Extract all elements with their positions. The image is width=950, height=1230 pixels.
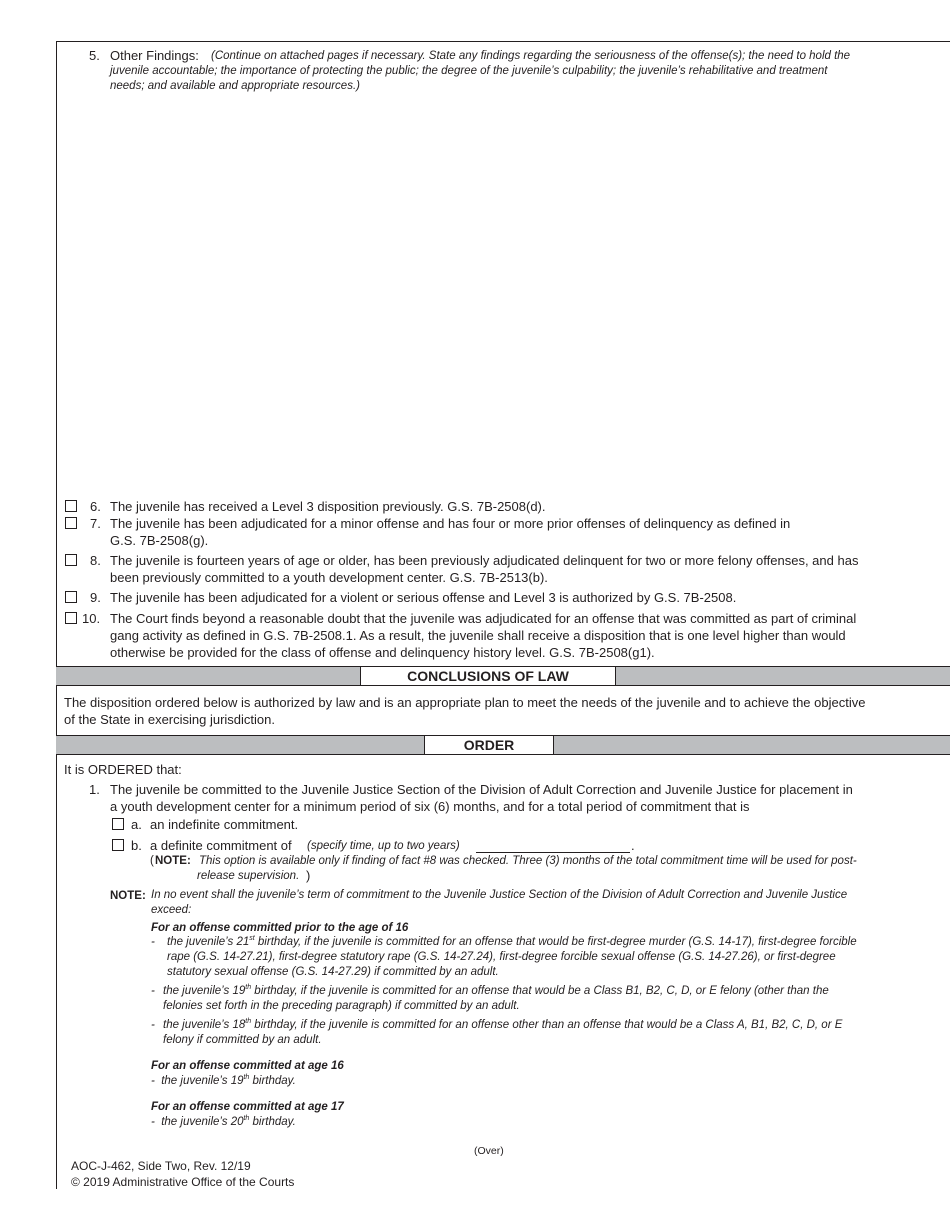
option-b-text: a definite commitment of (150, 838, 292, 853)
copyright: © 2019 Administrative Office of the Courts (71, 1175, 295, 1189)
bullet-1-text: the juvenile’s 21st birthday, if the juvenile is committed for an offense that would be first-degree murder (G.S. 14-17), first-degree forcible (167, 935, 857, 948)
finding-6-text: The juvenile has received a Level 3 disposition previously. G.S. 7B-2508(d). (110, 499, 546, 514)
indefinite-commitment-checkbox[interactable] (112, 818, 124, 830)
finding-10-checkbox[interactable] (65, 612, 77, 624)
finding-7-text: The juvenile has been adjudicated for a minor offense and has four or more prior offenses of delinquency as defined in (110, 516, 791, 531)
bullet-dash: - (151, 936, 155, 948)
form-left-border (56, 41, 57, 1189)
option-b-note-text: This option is available only if finding of fact #8 was checked. Three (3) months of the total commitment time will be used for post- (199, 855, 857, 867)
bullet-1-text: rape (G.S. 14-27.21), first-degree statutory rape (G.S. 14-27.24), first-degree forcible sexual offense (G.S. 14-27.26), or first-degree (167, 951, 836, 963)
bullet-1-text: statutory sexual offense (G.S. 14-27.29) if committed by an adult. (167, 966, 499, 978)
commitment-time-input[interactable] (476, 838, 630, 853)
bullet-2-text: felonies set forth in the preceding paragraph) if committed by an adult. (163, 1000, 520, 1012)
conclusions-text: The disposition ordered below is authorized by law and is an appropriate plan to meet the needs of the juvenile and to achieve the objective (64, 695, 866, 710)
bullet-3-text: felony if committed by an adult. (163, 1034, 322, 1046)
finding-8-text: The juvenile is fourteen years of age or older, has been previously adjudicated delinquent for two or more felony offenses, and has (110, 553, 859, 568)
conclusions-section-bar (56, 666, 950, 686)
finding-8-checkbox[interactable] (65, 554, 77, 566)
option-b-period: . (631, 838, 635, 853)
finding-6-number: 6. (90, 499, 101, 514)
prior-16-heading: For an offense committed prior to the age of 16 (151, 922, 409, 934)
age-16-heading: For an offense committed at age 16 (151, 1060, 344, 1072)
finding-7-number: 7. (90, 516, 101, 531)
age-16-bullet: - the juvenile’s 19th birthday. (151, 1074, 296, 1087)
finding-10-number: 10. (82, 611, 101, 626)
definite-commitment-checkbox[interactable] (112, 839, 124, 851)
option-b-specify: (specify time, up to two years) (307, 840, 460, 852)
finding-10-text: otherwise be provided for the class of offense and delinquency history level. G.S. 7B-2508(g1). (110, 645, 655, 660)
order-section-bar (56, 735, 950, 755)
option-a-letter: a. (131, 817, 142, 832)
note-label: NOTE: (110, 890, 146, 902)
finding-5-note: needs; and available and appropriate resources.) (110, 80, 360, 92)
form-id: AOC-J-462, Side Two, Rev. 12/19 (71, 1159, 251, 1173)
bullet-3-text: the juvenile’s 18th birthday, if the juvenile is committed for an offense other than an offense that would be a Class A, B1, B2, C, D, or E (163, 1018, 843, 1031)
note-text: exceed: (151, 904, 192, 916)
option-b-note-close: ) (306, 868, 311, 883)
age-17-heading: For an offense committed at age 17 (151, 1101, 344, 1113)
note-text: In no event shall the juvenile’s term of commitment to the Juvenile Justice Section of the Division of Adult Correction and Juvenile Justice (151, 889, 848, 901)
other-findings-text-area[interactable] (110, 98, 920, 493)
option-b-note-open: ( (150, 855, 154, 867)
order-item-1-number: 1. (89, 782, 100, 797)
option-b-note-text: release supervision. (197, 870, 300, 882)
order-title: ORDER (424, 735, 554, 755)
order-item-1-text: The juvenile be committed to the Juvenile Justice Section of the Division of Adult Correction and Juvenile Justice for placement in (110, 782, 853, 797)
finding-6-checkbox[interactable] (65, 500, 77, 512)
finding-9-checkbox[interactable] (65, 591, 77, 603)
age-17-bullet: - the juvenile’s 20th birthday. (151, 1115, 296, 1128)
bullet-dash: - (151, 1019, 155, 1031)
finding-7-checkbox[interactable] (65, 517, 77, 529)
finding-5-label: Other Findings: (110, 48, 199, 63)
finding-5-note: juvenile accountable; the importance of protecting the public; the degree of the juvenile’s culpability; the juvenile’s rehabilitative and treatment (110, 65, 828, 77)
finding-5-number: 5. (89, 48, 100, 63)
finding-10-text: gang activity as defined in G.S. 7B-2508.1. As a result, the juvenile shall receive a disposition that is one level higher than would (110, 628, 846, 643)
finding-5-note: (Continue on attached pages if necessary. State any findings regarding the seriousness of the offense(s); the need to hold the (211, 50, 851, 62)
finding-10-text: The Court finds beyond a reasonable doubt that the juvenile was adjudicated for an offense that was committed as part of criminal (110, 611, 857, 626)
over-label: (Over) (474, 1145, 504, 1157)
finding-7-text: G.S. 7B-2508(g). (110, 533, 209, 548)
conclusions-title: CONCLUSIONS OF LAW (360, 666, 616, 686)
form-top-border (56, 41, 950, 42)
finding-9-text: The juvenile has been adjudicated for a violent or serious offense and Level 3 is authorized by G.S. 7B-2508. (110, 590, 737, 605)
finding-8-number: 8. (90, 553, 101, 568)
option-a-text: an indefinite commitment. (150, 817, 299, 832)
bullet-dash: - (151, 985, 155, 997)
option-b-note-label: NOTE: (155, 855, 191, 867)
order-item-1-text: a youth development center for a minimum period of six (6) months, and for a total period of commitment that is (110, 799, 750, 814)
option-b-letter: b. (131, 838, 142, 853)
finding-8-text: been previously committed to a youth development center. G.S. 7B-2513(b). (110, 570, 548, 585)
finding-9-number: 9. (90, 590, 101, 605)
order-intro: It is ORDERED that: (64, 762, 182, 777)
bullet-2-text: the juvenile’s 19th birthday, if the juvenile is committed for an offense that would be a Class B1, B2, C, D, or E felony (other than the (163, 984, 829, 997)
conclusions-text: of the State in exercising jurisdiction. (64, 712, 275, 727)
